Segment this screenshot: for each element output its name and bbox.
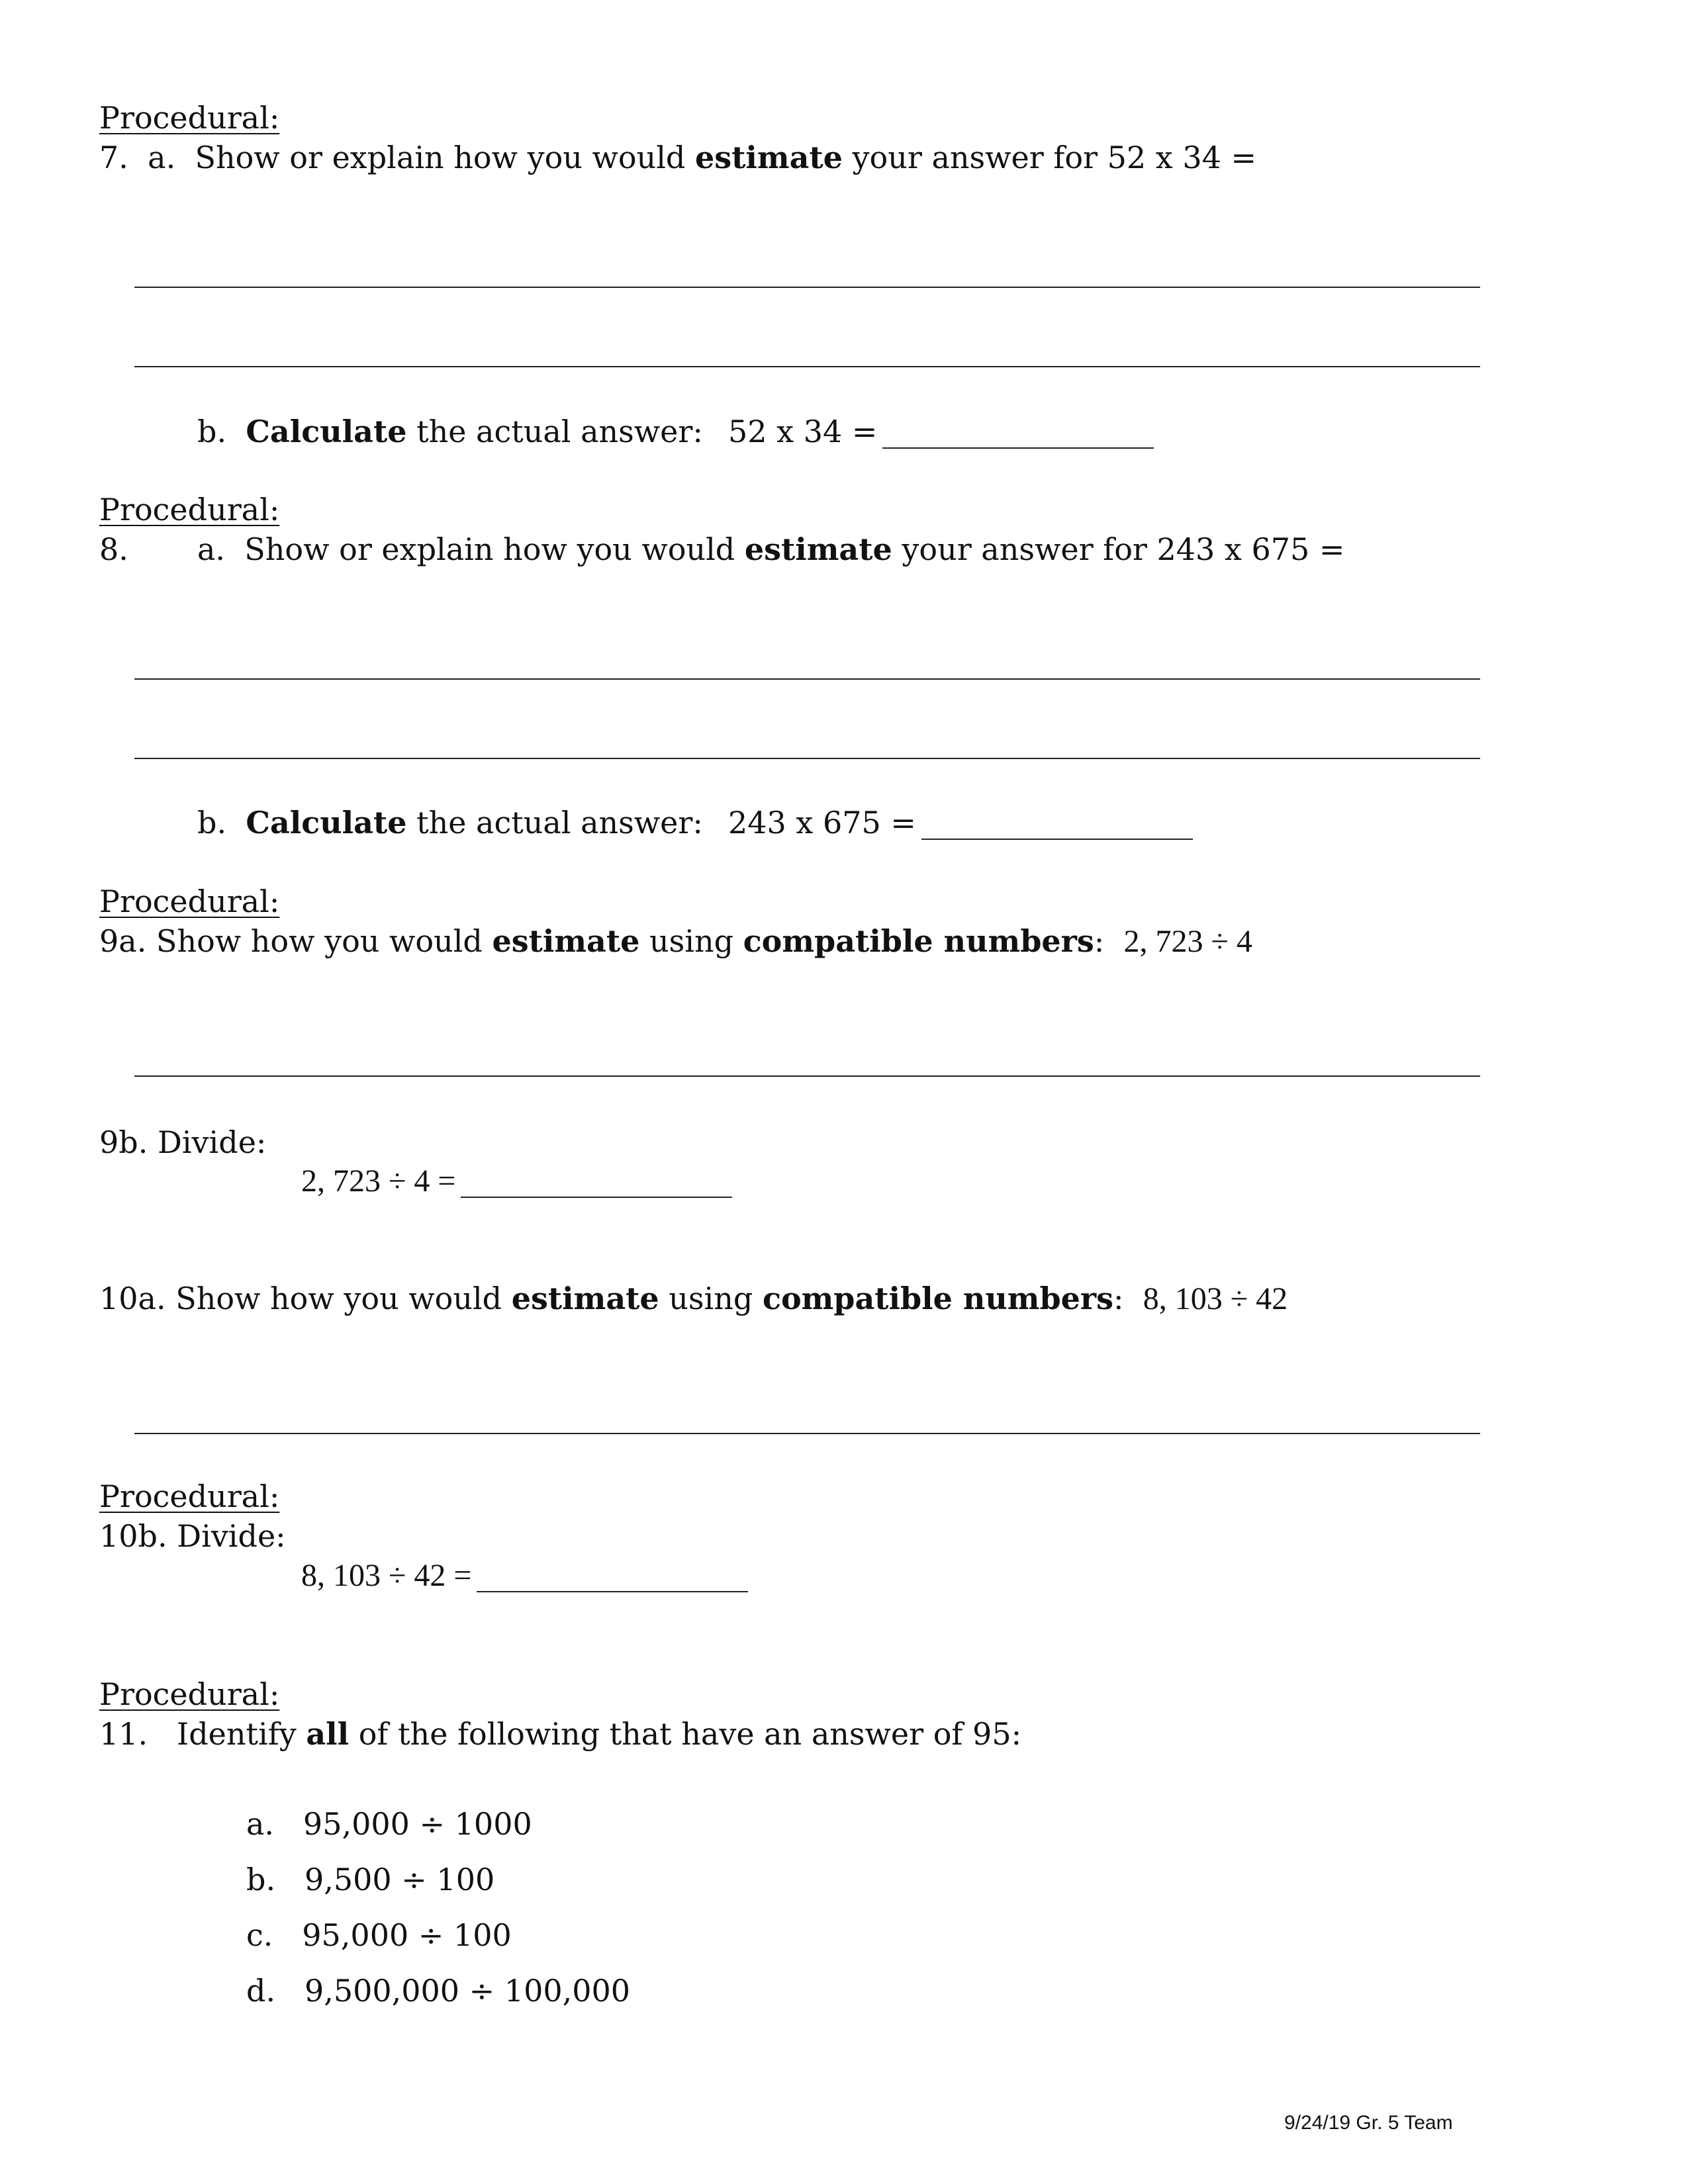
q7-b-answer <box>728 413 1154 450</box>
q10-b-expression: 8, 103 ÷ 42 = <box>301 1558 472 1593</box>
q11-option-expression: 9,500 ÷ 100 <box>304 1862 495 1897</box>
q9-a-text: 9a. Show how you would <box>99 923 483 959</box>
q11-option-label: d. <box>246 1973 276 2009</box>
q11-option-expression: 9,500,000 ÷ 100,000 <box>304 1973 631 2009</box>
q8-number: 8. <box>99 531 128 567</box>
q9-a-colon: : <box>1094 923 1105 959</box>
q7-answer-line-1[interactable] <box>134 287 1480 288</box>
q8-b-expression: 243 x 675 = <box>728 805 916 841</box>
q10-a-text-mid: using <box>669 1281 753 1316</box>
q11-section-label: Procedural: <box>99 1676 280 1712</box>
q10-b-answer-blank[interactable] <box>477 1591 748 1592</box>
q9-b-answer <box>301 1162 732 1200</box>
q11-option-label: c. <box>246 1917 273 1953</box>
q8-b-label: b. <box>197 805 227 841</box>
q8-a-text-end: your answer for 243 x 675 = <box>902 531 1345 567</box>
q11-option-expression: 95,000 ÷ 1000 <box>303 1806 532 1842</box>
q11-option-b[interactable] <box>246 1861 494 1898</box>
q11-option-label: b. <box>246 1862 276 1897</box>
q11-prompt <box>99 1715 1021 1752</box>
q10-section-label: Procedural: <box>99 1479 280 1514</box>
q10-a-text: 10a. Show how you would <box>99 1281 502 1316</box>
q11-text-end: of the following that have an answer of 95: <box>358 1716 1022 1752</box>
q10-part-a-prompt <box>99 1280 1288 1318</box>
q7-part-a-prompt <box>99 139 1256 176</box>
q7-b-label: b. <box>197 414 227 449</box>
q10-answer-line[interactable] <box>134 1433 1480 1434</box>
q9-b-expression: 2, 723 ÷ 4 = <box>301 1163 456 1199</box>
q10-a-keyword-compatible: compatible numbers <box>762 1281 1114 1316</box>
q9-b-answer-blank[interactable] <box>461 1197 732 1198</box>
q11-option-label: a. <box>246 1806 275 1842</box>
q9-part-a-prompt <box>99 923 1252 960</box>
q9-a-text-mid: using <box>649 923 734 959</box>
q7-a-text: Show or explain how you would <box>195 140 686 175</box>
q10-part-b-label: 10b. Divide: <box>99 1518 286 1554</box>
q11-number: 11. <box>99 1716 148 1752</box>
q8-a-keyword: estimate <box>744 531 892 567</box>
q7-b-keyword: Calculate <box>246 414 407 449</box>
q7-number: 7. <box>99 140 128 175</box>
q11-option-c[interactable] <box>246 1917 512 1954</box>
q10-b-answer <box>301 1557 748 1594</box>
q8-b-answer-blank[interactable] <box>921 839 1193 840</box>
q7-b-text: the actual answer: <box>416 414 703 449</box>
q10-a-expression: 8, 103 ÷ 42 <box>1143 1281 1288 1316</box>
page-footer: 9/24/19 Gr. 5 Team <box>1284 2112 1453 2134</box>
q7-a-keyword: estimate <box>695 140 843 175</box>
q8-b-keyword: Calculate <box>246 805 407 841</box>
q10-a-colon: : <box>1113 1281 1124 1316</box>
q9-a-expression: 2, 723 ÷ 4 <box>1123 924 1252 959</box>
q7-section-label: Procedural: <box>99 100 280 136</box>
q8-a-label: a. <box>197 531 226 567</box>
q8-answer-line-1[interactable] <box>134 678 1480 680</box>
q8-section-label: Procedural: <box>99 492 280 527</box>
q8-answer-line-2[interactable] <box>134 758 1480 759</box>
q9-part-b-label: 9b. Divide: <box>99 1124 267 1160</box>
q8-a-text: Show or explain how you would <box>244 531 735 567</box>
q11-option-a[interactable] <box>246 1805 532 1843</box>
q7-b-expression: 52 x 34 = <box>728 414 878 449</box>
q8-part-b-prompt <box>197 804 703 841</box>
q8-b-answer <box>728 804 1193 841</box>
q11-text: Identify <box>177 1716 297 1752</box>
q11-option-d[interactable] <box>246 1972 630 2009</box>
q8-b-text: the actual answer: <box>416 805 703 841</box>
q8-part-a-prompt <box>197 531 1344 568</box>
q9-answer-line[interactable] <box>134 1075 1480 1077</box>
q11-option-expression: 95,000 ÷ 100 <box>302 1917 512 1953</box>
q11-keyword: all <box>306 1716 350 1752</box>
q9-a-keyword-estimate: estimate <box>492 923 640 959</box>
q7-answer-line-2[interactable] <box>134 366 1480 367</box>
q7-a-label: a. <box>148 140 176 175</box>
q9-section-label: Procedural: <box>99 884 280 919</box>
q7-b-answer-blank[interactable] <box>882 447 1154 449</box>
q7-part-b-prompt <box>197 413 703 450</box>
q7-a-text-end: your answer for 52 x 34 = <box>852 140 1257 175</box>
q10-a-keyword-estimate: estimate <box>511 1281 659 1316</box>
q9-a-keyword-compatible: compatible numbers <box>743 923 1094 959</box>
